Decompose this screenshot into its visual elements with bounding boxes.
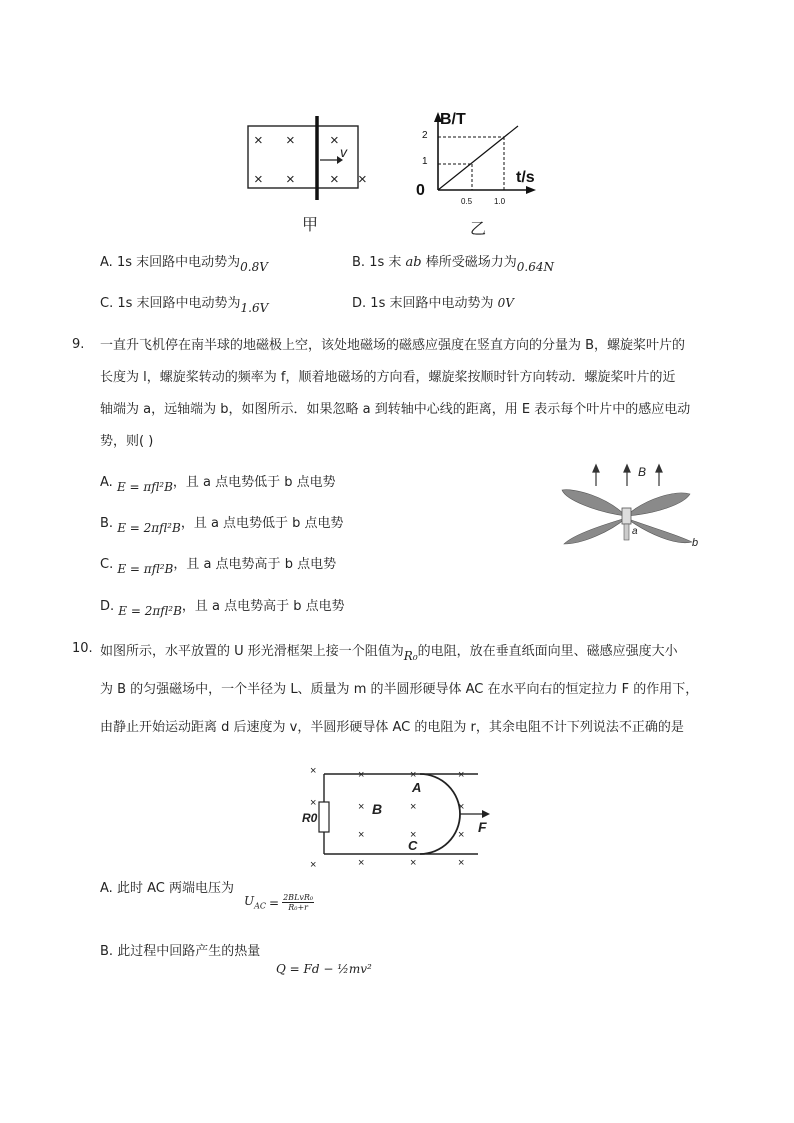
- q9-option-b-formula: E = 2πfl²B: [117, 521, 181, 535]
- magnetic-field-crosses: [254, 132, 367, 188]
- q8-option-c[interactable]: [100, 296, 269, 315]
- origin-label: 0: [416, 182, 425, 199]
- q10-option-a-letter: A.: [100, 881, 113, 896]
- y-tick-1: 1: [422, 156, 428, 167]
- field-label-b: B: [638, 465, 647, 479]
- svg-text:×: ×: [458, 769, 465, 781]
- q9-line-3: 轴端为 a，远轴端为 b，如图所示．如果忽略 a 到转轴中心线的距离，用 E 表示每个叶片中的感应电动: [100, 402, 691, 417]
- svg-text:×: ×: [410, 857, 417, 869]
- svg-text:×: ×: [358, 801, 365, 813]
- q9-line-4: 势，则( ): [100, 434, 154, 449]
- svg-text:×: ×: [286, 132, 295, 149]
- q9-option-a-text: ，且 a 点电势低于 b 点电势: [172, 475, 336, 490]
- q8-option-b-value: 0.64N: [516, 260, 554, 274]
- q8-option-a-value: 0.8V: [240, 260, 268, 274]
- figure-jia-label: 甲: [302, 217, 319, 232]
- q9-stem: [100, 330, 730, 458]
- q9-option-c[interactable]: [100, 557, 337, 576]
- q10-line-1-sym: R₀: [403, 649, 418, 663]
- figure-rail: [300, 762, 500, 872]
- q10-option-b-text: 此过程中回路产生的热量: [117, 944, 261, 959]
- q8-option-c-letter: C.: [100, 296, 114, 311]
- field-arrows: [593, 465, 662, 486]
- b-t-line: [438, 126, 518, 190]
- y-tick-2: 2: [422, 130, 428, 141]
- q8-option-d-value: 0V: [497, 296, 514, 310]
- svg-text:×: ×: [410, 769, 417, 781]
- q8-option-a-letter: A.: [100, 255, 113, 270]
- x-tick-10: 1.0: [494, 197, 506, 206]
- velocity-label: v: [340, 144, 347, 160]
- q10-option-a-text: 此时 AC 两端电压为: [116, 881, 234, 896]
- q10-number: 10.: [72, 641, 93, 656]
- svg-text:×: ×: [330, 171, 339, 188]
- q9-option-c-formula: E = πfl²B: [117, 562, 174, 576]
- svg-text:×: ×: [458, 857, 465, 869]
- q10-stem: [100, 632, 730, 747]
- figure-propeller: [556, 460, 706, 552]
- q9-option-d-text: ，且 a 点电势高于 b 点电势: [181, 599, 345, 614]
- q9-option-b[interactable]: [100, 516, 344, 535]
- y-axis-label: B/T: [440, 111, 466, 128]
- q10-option-b-letter: B.: [100, 944, 114, 959]
- q9-option-a[interactable]: [100, 475, 336, 494]
- q10-line-2: 为 B 的匀强磁场中，一个半径为 L、质量为 m 的半圆形硬导体 AC 在水平向右的恒定拉力 F 的作用下，: [100, 682, 699, 697]
- formula-fraction: [282, 893, 314, 912]
- svg-text:×: ×: [254, 171, 263, 188]
- force-label: F: [478, 819, 487, 835]
- svg-text:×: ×: [358, 829, 365, 841]
- svg-text:×: ×: [310, 765, 317, 777]
- formula-numerator: 2BLvR₀: [283, 893, 314, 902]
- q8-option-c-value: 1.6V: [240, 301, 269, 315]
- point-b-label: b: [692, 537, 699, 549]
- q8-option-d-text: 1s 末回路中电动势为: [370, 296, 494, 311]
- q9-option-d-letter: D.: [100, 599, 115, 614]
- q8-option-b-var: ab: [405, 255, 422, 270]
- force-arrowhead: [482, 810, 490, 818]
- q9-option-d[interactable]: [100, 599, 345, 618]
- q9-option-c-letter: C.: [100, 557, 114, 572]
- q9-option-a-formula: E = πfl²B: [116, 480, 173, 494]
- q10-option-b-formula: Q = Fd − ½mv²: [276, 962, 372, 976]
- resistor-r0: [319, 802, 329, 832]
- x-axis-arrow: [526, 186, 536, 194]
- point-a-label: A: [412, 780, 422, 795]
- q8-option-d[interactable]: [352, 297, 514, 310]
- q9-option-c-text: ，且 a 点电势高于 b 点电势: [173, 557, 337, 572]
- q9-option-b-text: ，且 a 点电势低于 b 点电势: [180, 516, 344, 531]
- svg-text:×: ×: [254, 132, 263, 149]
- svg-text:×: ×: [286, 171, 295, 188]
- q10-line-3: 由静止开始运动距离 d 后速度为 v，半圆形硬导体 AC 的电阻为 r，其余电阻不计下列说法不正确的是: [100, 720, 684, 735]
- q8-option-a[interactable]: [100, 255, 268, 274]
- svg-text:×: ×: [458, 801, 465, 813]
- svg-text:×: ×: [330, 132, 339, 149]
- q10-line-1-pre: 如图所示，水平放置的 U 形光滑框架上接一个阻值为: [100, 644, 404, 659]
- x-tick-05: 0.5: [461, 197, 473, 206]
- point-a-label: a: [632, 526, 638, 537]
- field-label: B: [372, 801, 383, 817]
- q8-option-b[interactable]: [352, 255, 554, 274]
- q8-option-b-text-pre: 1s 末: [369, 255, 402, 270]
- svg-text:×: ×: [358, 857, 365, 869]
- svg-text:×: ×: [410, 829, 417, 841]
- q8-option-d-letter: D.: [352, 296, 367, 311]
- figure-yi: [410, 104, 560, 240]
- q9-line-1: 一直升飞机停在南半球的地磁极上空，该处地磁场的磁感应强度在竖直方向的分量为 B，螺旋桨叶片的: [100, 338, 686, 353]
- formula-equals: =: [269, 895, 280, 910]
- q9-line-2: 长度为 l，螺旋桨转动的频率为 f，顺着地磁场的方向看，螺旋桨按顺时针方向转动．螺旋桨叶片的近: [100, 370, 676, 385]
- formula-denominator: R₀+r: [288, 903, 308, 913]
- svg-text:×: ×: [310, 859, 317, 871]
- figure-jia: [240, 112, 380, 232]
- q8-option-c-text: 1s 末回路中电动势为: [117, 296, 241, 311]
- svg-text:×: ×: [358, 171, 367, 188]
- propeller-hub: [622, 508, 631, 524]
- propeller-shaft: [624, 524, 629, 540]
- svg-text:×: ×: [310, 797, 317, 809]
- svg-text:×: ×: [358, 769, 365, 781]
- q9-number: 9.: [72, 337, 85, 352]
- q10-line-1-post: 的电阻，放在垂直纸面向里、磁感应强度大小: [417, 644, 678, 659]
- q10-option-a-formula: [244, 893, 314, 912]
- semicircle-ac: [420, 774, 460, 854]
- point-c-label: C: [408, 838, 418, 853]
- svg-text:×: ×: [458, 829, 465, 841]
- x-axis-label: t/s: [516, 169, 535, 186]
- resistor-label: R0: [302, 811, 318, 825]
- q9-option-d-formula: E = 2πfl²B: [118, 604, 182, 618]
- figure-yi-label: 乙: [470, 221, 487, 238]
- q10-option-b[interactable]: [100, 945, 260, 958]
- q10-line-1: [100, 632, 730, 671]
- formula-lhs: $U_{AC}$: [244, 894, 267, 911]
- svg-text:×: ×: [410, 801, 417, 813]
- q8-option-b-letter: B.: [352, 255, 366, 270]
- q8-option-b-text-post: 棒所受磁场力为: [425, 255, 517, 270]
- q9-option-b-letter: B.: [100, 516, 114, 531]
- q9-option-a-letter: A.: [100, 475, 113, 490]
- q8-option-a-text: 1s 末回路中电动势为: [116, 255, 241, 270]
- q10-option-a[interactable]: [100, 882, 234, 895]
